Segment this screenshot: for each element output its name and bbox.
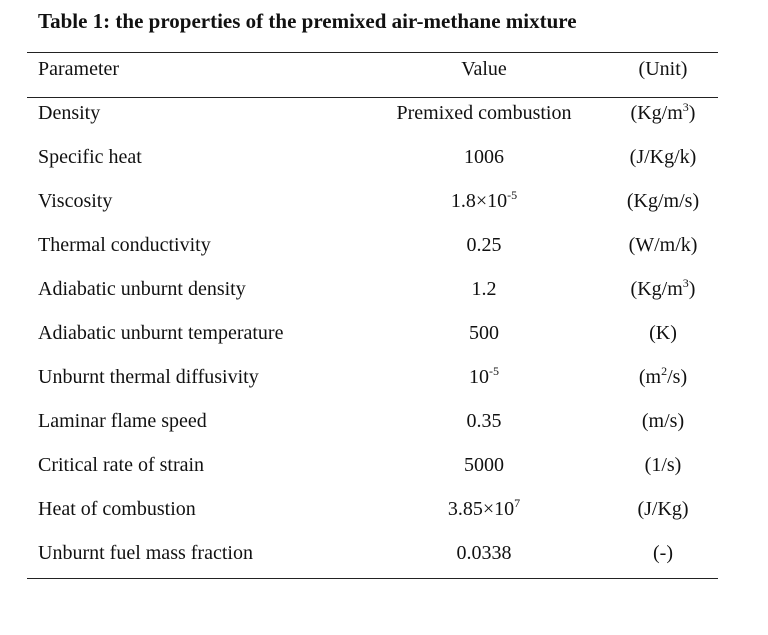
table-row	[27, 135, 718, 179]
header-unit: (Unit)	[638, 58, 688, 80]
unit-cell	[599, 487, 727, 531]
table-header-row	[27, 47, 718, 91]
unit-base: (K)	[649, 322, 677, 344]
value-cell	[372, 487, 596, 533]
value-base: 1.2	[471, 278, 497, 300]
unit-base: (m/s)	[641, 410, 685, 432]
unit-cell	[599, 443, 727, 487]
table-row	[27, 267, 718, 311]
parameter-cell: Specific heat	[38, 146, 142, 168]
header-value: Value	[461, 58, 507, 80]
table-row	[27, 223, 718, 267]
value-cell	[372, 399, 596, 443]
unit-suffix: )	[688, 102, 696, 124]
table-row	[27, 443, 718, 487]
value-base: 0.35	[466, 410, 502, 432]
table-row	[27, 531, 718, 575]
table-title: Table 1: the properties of the premixed air-methane mixture	[38, 9, 577, 33]
unit-base: (Kg/m	[630, 102, 683, 124]
unit-exponent: 3	[682, 100, 689, 114]
unit-cell	[599, 179, 727, 223]
unit-base: (Kg/m	[630, 278, 683, 300]
unit-base: (1/s)	[644, 454, 682, 476]
value-exponent: -5	[507, 188, 518, 202]
parameter-cell: Viscosity	[38, 190, 113, 212]
unit-base: (J/Kg/k)	[629, 146, 697, 168]
value-cell	[372, 443, 596, 487]
unit-suffix: /s)	[667, 366, 688, 388]
table-row	[27, 311, 718, 355]
value-cell	[372, 179, 596, 225]
value-cell	[372, 135, 596, 179]
value-base: 5000	[464, 454, 504, 476]
value-base: 500	[469, 322, 499, 344]
table-row	[27, 355, 718, 399]
value-cell	[372, 91, 596, 135]
parameter-cell: Critical rate of strain	[38, 454, 205, 476]
unit-base: (-)	[653, 542, 673, 564]
unit-exponent: 2	[661, 364, 668, 378]
value-cell	[372, 311, 596, 355]
unit-cell	[599, 399, 727, 443]
value-base: 10	[469, 366, 489, 388]
value-cell	[372, 355, 596, 401]
unit-base: (W/m/k)	[628, 234, 698, 256]
parameter-cell: Unburnt thermal diffusivity	[38, 366, 259, 388]
parameter-cell: Unburnt fuel mass fraction	[38, 542, 253, 564]
parameter-cell: Thermal conductivity	[38, 234, 211, 256]
value-cell	[372, 223, 596, 267]
parameter-cell: Adiabatic unburnt temperature	[38, 322, 284, 344]
table-row	[27, 487, 718, 531]
unit-cell	[599, 223, 727, 267]
unit-cell	[599, 355, 727, 401]
value-cell	[372, 267, 596, 311]
value-cell	[372, 531, 596, 575]
value-base: Premixed combustion	[396, 102, 572, 124]
unit-cell	[599, 267, 727, 313]
table-row	[27, 179, 718, 223]
unit-suffix: )	[688, 278, 696, 300]
value-exponent: 7	[514, 496, 521, 510]
unit-cell	[599, 311, 727, 355]
unit-base: (J/Kg)	[637, 498, 689, 520]
table-row	[27, 399, 718, 443]
table-row	[27, 91, 718, 135]
unit-exponent: 3	[682, 276, 689, 290]
unit-cell	[599, 91, 727, 137]
value-base: 3.85×10	[447, 498, 515, 520]
value-base: 0.25	[466, 234, 502, 256]
parameter-cell: Adiabatic unburnt density	[38, 278, 246, 300]
parameter-cell: Density	[38, 102, 101, 124]
value-base: 1006	[464, 146, 504, 168]
parameter-cell: Heat of combustion	[38, 498, 196, 520]
unit-cell	[599, 135, 727, 179]
bottom-rule	[27, 578, 718, 579]
value-base: 0.0338	[456, 542, 512, 564]
value-exponent: -5	[489, 364, 499, 378]
unit-base: (m	[638, 366, 662, 388]
value-base: 1.8×10	[450, 190, 508, 212]
header-parameter: Parameter	[38, 58, 120, 80]
unit-base: (Kg/m/s)	[626, 190, 700, 212]
unit-cell	[599, 531, 727, 575]
parameter-cell: Laminar flame speed	[38, 410, 207, 432]
